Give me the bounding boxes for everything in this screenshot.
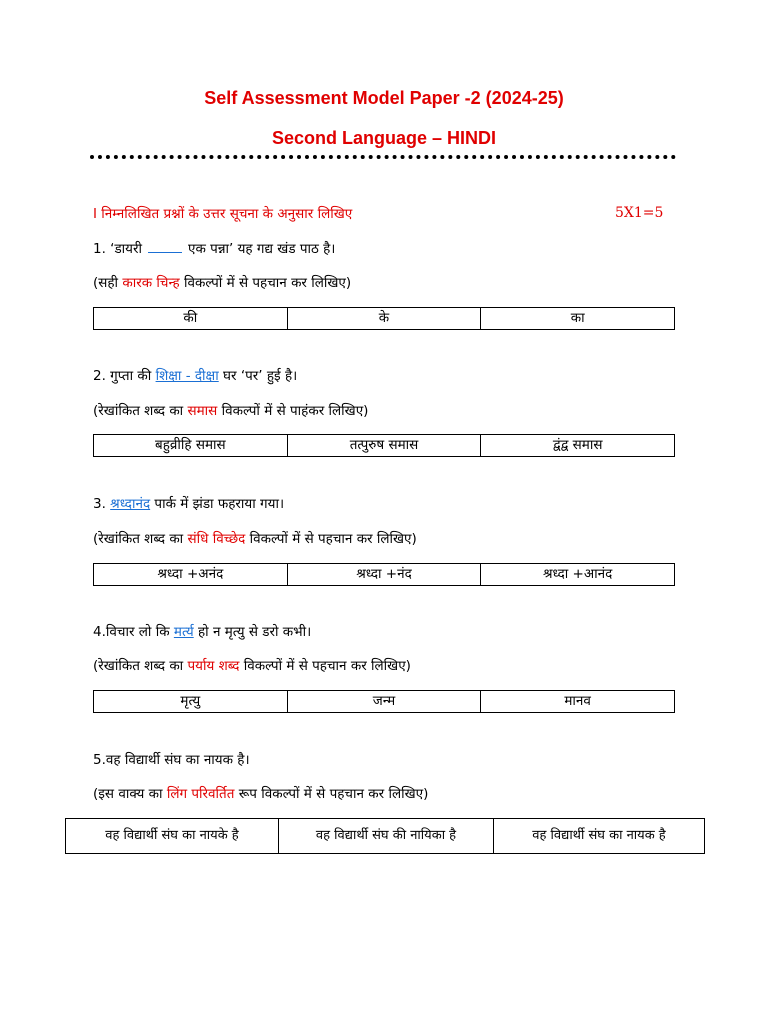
instruction-2-pre: (रेखांकित शब्द का bbox=[93, 403, 188, 419]
instruction-1-pre: (सही bbox=[93, 275, 123, 291]
question-2 bbox=[93, 366, 297, 384]
question-4 bbox=[93, 622, 311, 640]
question-2-start: 2. गुप्ता की bbox=[93, 368, 156, 384]
options-table-2 bbox=[93, 434, 675, 457]
instruction-3-post: विकल्पों में से पहचान कर लिखिए) bbox=[245, 531, 417, 547]
question-4-start: 4.विचार लो कि bbox=[93, 624, 174, 640]
question-3-key: श्रध्दानंद bbox=[110, 496, 151, 512]
option-5c: वह विद्यार्थी संघ का नायक है bbox=[494, 819, 705, 854]
options-table-3 bbox=[93, 563, 675, 586]
option-3c: श्रध्दा +आनंद bbox=[481, 564, 675, 586]
question-4-key: मर्त्य bbox=[173, 624, 194, 640]
question-2-key: शिक्षा - दीक्षा bbox=[155, 368, 219, 384]
paper-subtitle: Second Language – HINDI bbox=[271, 128, 497, 148]
option-1a: की bbox=[94, 308, 288, 330]
question-3-start: 3. bbox=[93, 496, 111, 512]
instruction-2-post: विकल्पों में से पाहंकर लिखिए) bbox=[217, 403, 369, 419]
options-table-4 bbox=[93, 690, 675, 713]
instruction-4-pre: (रेखांकित शब्द का bbox=[93, 658, 188, 674]
option-4a: मृत्यु bbox=[94, 691, 288, 713]
question-5-text: 5.वह विद्यार्थी संघ का नायक है। bbox=[93, 752, 250, 768]
question-5 bbox=[93, 750, 250, 768]
option-2c: द्वंद्व समास bbox=[481, 435, 675, 457]
question-3-end: पार्क में झंडा फहराया गया। bbox=[150, 496, 285, 512]
instruction-3-key: संधि विच्छेद bbox=[187, 531, 246, 547]
section-heading: I निम्नलिखित प्रश्नों के उत्तर सूचना के अनुसार लिखिए bbox=[93, 206, 353, 222]
option-3a: श्रध्दा +अनंद bbox=[94, 564, 288, 586]
instruction-2 bbox=[93, 401, 368, 419]
instruction-4-post: विकल्पों में से पहचान कर लिखिए) bbox=[239, 658, 411, 674]
question-1 bbox=[93, 239, 335, 257]
answer-blank bbox=[148, 242, 182, 253]
option-2a: बहुव्रीहि समास bbox=[94, 435, 288, 457]
instruction-1-key: कारक चिन्ह bbox=[122, 275, 180, 291]
instruction-2-key: समास bbox=[187, 403, 218, 419]
instruction-5-post: रूप विकल्पों में से पहचान कर लिखिए) bbox=[234, 786, 429, 802]
instruction-1-post: विकल्पों में से पहचान कर लिखिए) bbox=[179, 275, 352, 291]
instruction-3 bbox=[93, 529, 417, 547]
option-1b: के bbox=[287, 308, 481, 330]
paper-title: Self Assessment Model Paper -2 (2024-25) bbox=[204, 88, 564, 108]
option-5b: वह विद्यार्थी संघ की नायिका है bbox=[279, 819, 494, 854]
options-table-1 bbox=[93, 307, 675, 330]
option-5a: वह विद्यार्थी संघ का नायके है bbox=[66, 819, 279, 854]
question-1-start: 1. ‘डायरी bbox=[93, 241, 143, 257]
section-marks: 5X1=5 bbox=[615, 205, 664, 221]
option-2b: तत्पुरुष समास bbox=[287, 435, 481, 457]
option-1c: का bbox=[481, 308, 675, 330]
instruction-1 bbox=[93, 273, 351, 291]
question-4-end: हो न मृत्यु से डरो कभी। bbox=[193, 624, 312, 640]
option-4c: मानव bbox=[481, 691, 675, 713]
instruction-4-key: पर्याय शब्द bbox=[187, 658, 240, 674]
instruction-5-pre: (इस वाक्य का bbox=[93, 786, 167, 802]
instruction-4 bbox=[93, 656, 411, 674]
question-1-end: एक पन्ना’ यह गद्य खंड पाठ है। bbox=[188, 241, 336, 257]
option-3b: श्रध्दा +नंद bbox=[287, 564, 481, 586]
question-2-end: घर ‘पर’ हुई है। bbox=[218, 368, 298, 384]
instruction-5 bbox=[93, 784, 428, 802]
instruction-5-key: लिंग परिवर्तित bbox=[166, 786, 235, 802]
dotted-divider bbox=[90, 155, 676, 159]
options-table-5 bbox=[65, 818, 705, 854]
option-4b: जन्म bbox=[287, 691, 481, 713]
instruction-3-pre: (रेखांकित शब्द का bbox=[93, 531, 188, 547]
question-3 bbox=[93, 494, 284, 512]
